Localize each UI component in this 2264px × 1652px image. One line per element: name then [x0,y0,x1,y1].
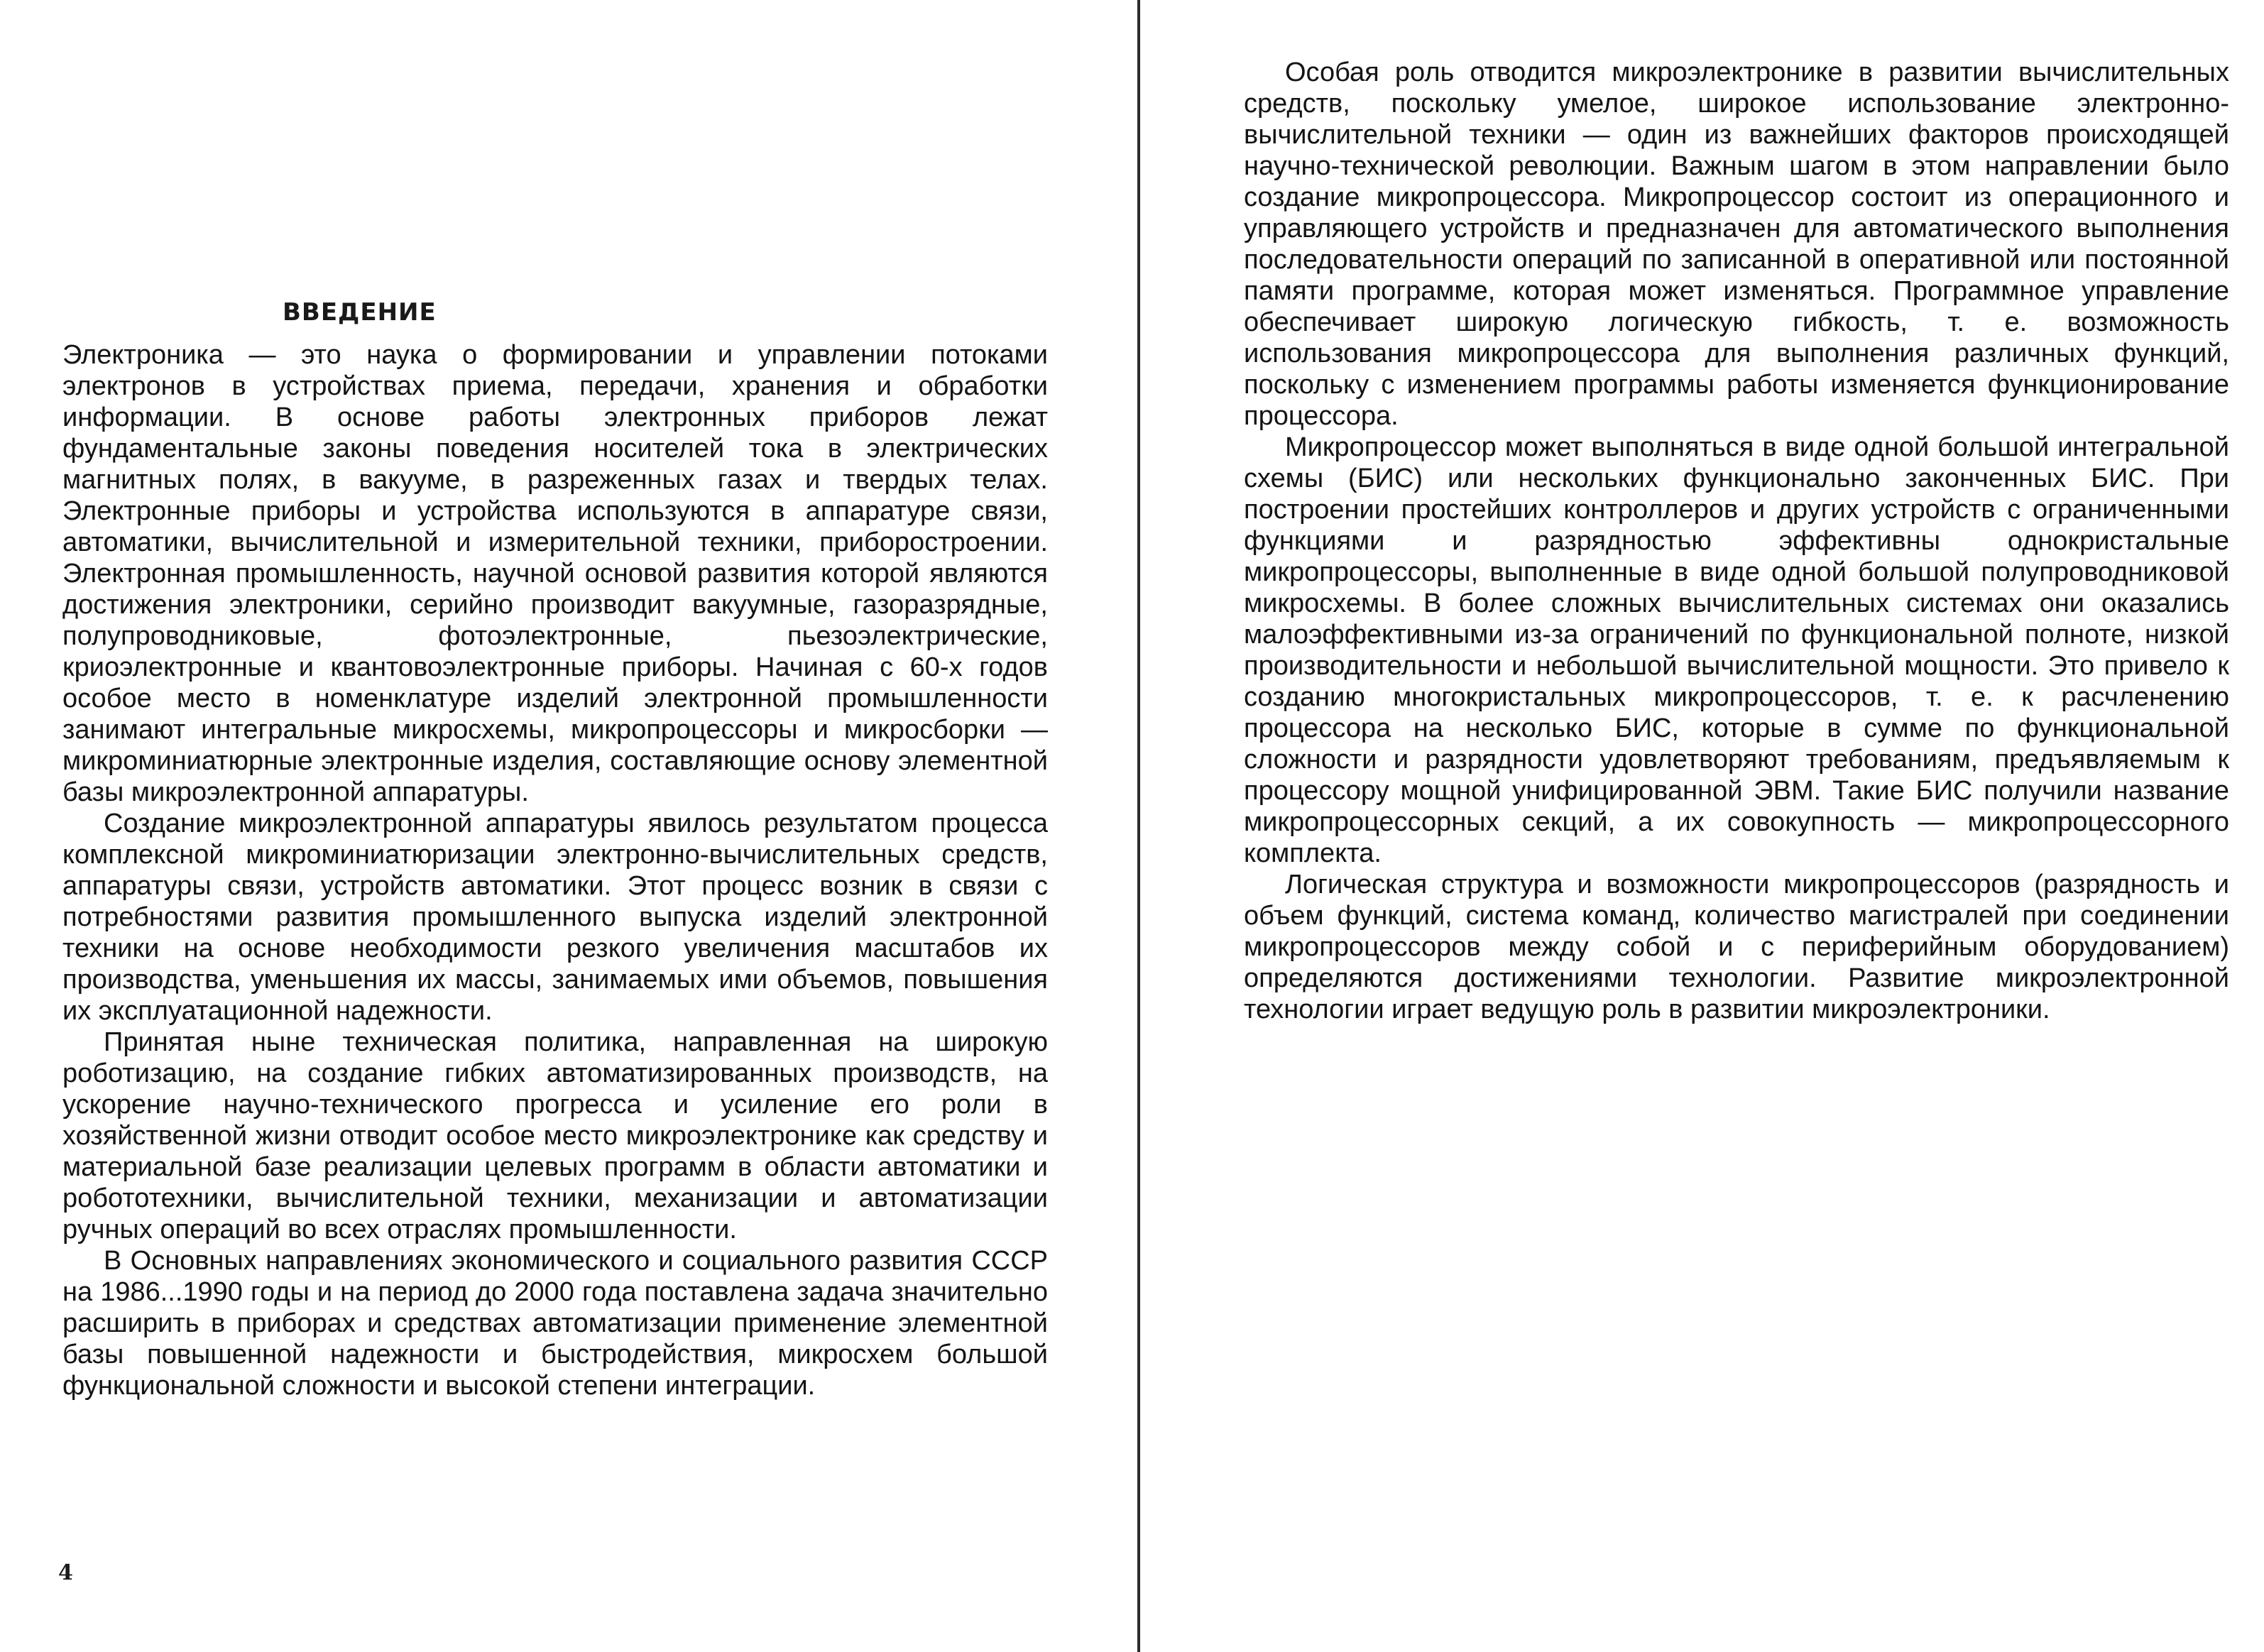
left-page-body [62,339,1048,1401]
right-page [1140,0,2264,1652]
paragraph: В Основных направлениях экономического и социального развития СССР на 1986...1990 годы и на период до 2000 года поставлена задача значительно расширить в приборах и средствах автоматизации применение элементной базы повышенной надежности и быстродействия, микросхем большой функциональной сложности и высокой степени интеграции. [62,1246,1048,1401]
chapter-heading: ВВЕДЕНИЕ [283,298,437,327]
right-page-body [1244,57,2229,1025]
paragraph: Логическая структура и возможности микропроцессоров (разрядность и объем функций, система команд, количество магистралей при соединении микропроцессоров между собой и с периферийным оборудованием) определяются достижениями технологии. Развитие микроэлектронной технологии играет ведущую роль в развитии микроэлектроники. [1244,870,2229,1024]
paragraph: Особая роль отводится микроэлектронике в развитии вычислительных средств, поскольку умелое, широкое использование электронно-вычислительной техники — один из важнейших факторов происходящей научно-технической революции. Важным шагом в этом направлении было создание микропроцессора. Микропроцессор состоит из операционного и управляющего устройств и предназначен для автоматического выполнения последовательности операций по записанной в оперативной или постоянной памяти программе, которая может изменяться. Программное управление обеспечивает широкую логическую гибкость, т. е. возможность использования микропроцессора для выполнения различных функций, поскольку с изменением программы работы изменяется функционирование процессора. [1244,58,2229,431]
paragraph: Микропроцессор может выполняться в виде одной большой интегральной схемы (БИС) или нескольких функционально законченных БИС. При построении простейших контроллеров и других устройств с ограниченными функциями и разрядностью эффективны однокристальные микропроцессоры, выполненные в виде одной большой полупроводниковой микросхемы. В более сложных вычислительных системах они оказались малоэффективными из-за ограничений по функциональной полноте, низкой производительности и небольшой вычислительной мощности. Это привело к созданию многокристальных микропроцессоров, т. е. к расчленению процессора на несколько БИС, которые в сумме по функциональной сложности и разрядности удовлетворяют требованиям, предъявляемым к процессору мощной унифицированной ЭВМ. Такие БИС получили название микропроцессорных секций, а их совокупность — микропроцессорного комплекта. [1244,432,2229,868]
page-number: 4 [58,1560,73,1585]
paragraph: Электроника — это наука о формировании и управлении потоками электронов в устройствах приема, передачи, хранения и обработки информации. В основе работы электронных приборов лежат фундаментальные законы поведения носителей тока в электрических магнитных полях, в вакууме, в разреженных газах и твердых телах. Электронные приборы и устройства используются в аппаратуре связи, автоматики, вычислительной и измерительной техники, приборостроении. Электронная промышленность, научной основой развития которой являются достижения электроники, серийно производит вакуумные, газоразрядные, полупроводниковые, фотоэлектронные, пьезоэлектрические, криоэлектронные и квантовоэлектронные приборы. Начиная с 60-х годов особое место в номенклатуре изделий электронной промышленности занимают интегральные микросхемы, микропроцессоры и микросборки — микроминиатюрные электронные изделия, составляющие основу элементной базы микроэлектронной аппаратуры. [62,340,1048,807]
paragraph: Создание микроэлектронной аппаратуры явилось результатом процесса комплексной микроминиатюризации электронно-вычислительных средств, аппаратуры связи, устройств автоматики. Этот процесс возник в связи с потребностями развития промышленного выпуска изделий электронной техники на основе необходимости резкого увеличения масштабов их производства, уменьшения их массы, занимаемых ими объемов, повышения их эксплуатационной надежности. [62,809,1048,1026]
paragraph: Принятая ныне техническая политика, направленная на широкую роботизацию, на создание гибких автоматизированных производств, на ускорение научно-технического прогресса и усиление его роли в хозяйственной жизни отводит особое место микроэлектронике как средству и материальной базе реализации целевых программ в области автоматики и робототехники, вычислительной техники, механизации и автоматизации ручных операций во всех отраслях промышленности. [62,1027,1048,1245]
